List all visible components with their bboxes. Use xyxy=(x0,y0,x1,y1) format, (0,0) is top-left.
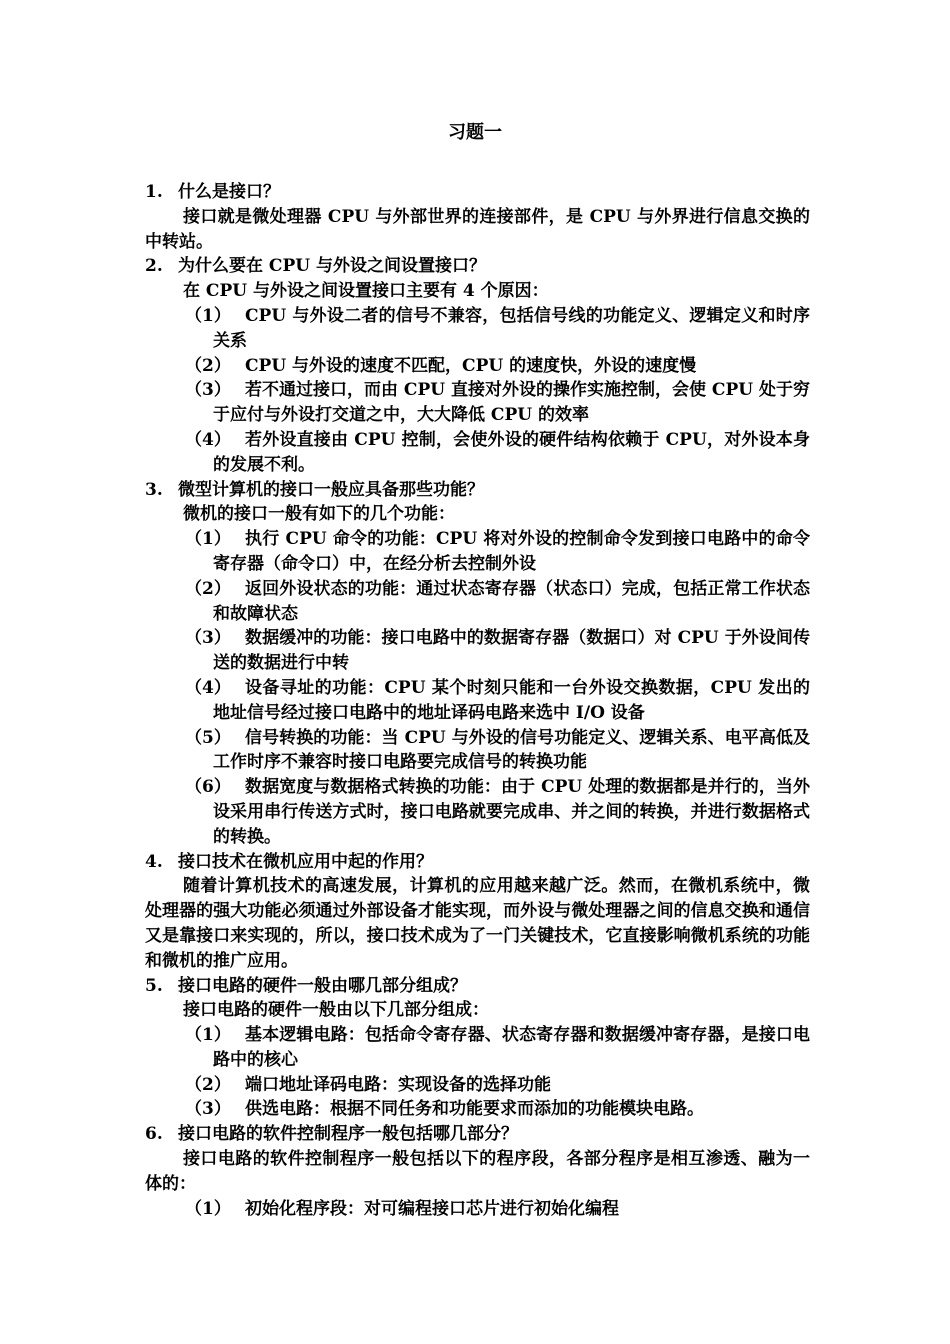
list-item xyxy=(145,775,810,849)
question-3 xyxy=(145,478,810,503)
list-item xyxy=(145,1097,810,1122)
list-item xyxy=(145,577,810,627)
item-number: （2） xyxy=(185,355,231,376)
item-number: （2） xyxy=(185,1074,231,1095)
question-text: 为什么要在 CPU 与外设之间设置接口？ xyxy=(178,256,486,277)
item-text: 初始化程序段：对可编程接口芯片进行初始化编程 xyxy=(245,1198,619,1219)
list-item xyxy=(145,354,810,379)
question-text: 微型计算机的接口一般应具备那些功能？ xyxy=(178,479,484,500)
answer-paragraph: 接口电路的软件控制程序一般包括以下的程序段，各部分程序是相互渗透、融为一体的： xyxy=(145,1149,810,1194)
item-text: CPU 与外设二者的信号不兼容，包括信号线的功能定义、逻辑定义和时序关系 xyxy=(213,305,810,351)
item-number: （3） xyxy=(185,380,231,401)
item-text: 执行 CPU 命令的功能：CPU 将对外设的控制命令发到接口电路中的命令寄存器（命令口）中，在经分析去控制外设 xyxy=(213,529,810,574)
item-text: 返回外设状态的功能：通过状态寄存器（状态口）完成，包括正常工作状态和故障状态 xyxy=(213,578,810,624)
answer-intro: 微机的接口一般有如下的几个功能： xyxy=(183,504,455,525)
question-text: 接口电路的硬件一般由哪几部分组成？ xyxy=(178,975,467,996)
item-number: （3） xyxy=(185,1099,231,1120)
item-number: （1） xyxy=(185,529,231,550)
answer-intro: 接口电路的硬件一般由以下几部分组成： xyxy=(183,1000,489,1021)
item-text: 基本逻辑电路：包括命令寄存器、状态寄存器和数据缓冲寄存器，是接口电路中的核心 xyxy=(213,1025,810,1070)
item-number: （4） xyxy=(185,677,231,698)
page-title: 习题一 xyxy=(448,122,502,143)
item-text: 供选电路：根据不同任务和功能要求而添加的功能模块电路。 xyxy=(245,1099,704,1120)
question-1 xyxy=(145,180,810,205)
list-item xyxy=(145,1023,810,1073)
question-5 xyxy=(145,974,810,999)
question-4 xyxy=(145,850,810,875)
item-text: 设备寻址的功能：CPU 某个时刻只能和一台外设交换数据，CPU 发出的地址信号经过接口电路中的地址译码电路来选中 I/O 设备 xyxy=(213,677,810,723)
item-text: CPU 与外设的速度不匹配，CPU 的速度快，外设的速度慢 xyxy=(245,355,697,376)
item-text: 数据缓冲的功能：接口电路中的数据寄存器（数据口）对 CPU 于外设间传送的数据进行中转 xyxy=(213,628,810,674)
document-body xyxy=(145,180,810,1221)
item-text: 端口地址译码电路：实现设备的选择功能 xyxy=(245,1074,551,1095)
question-number: 6. xyxy=(145,1124,163,1145)
item-number: （6） xyxy=(185,777,231,798)
item-number: （3） xyxy=(185,628,231,649)
list-item xyxy=(145,1073,810,1098)
list-item xyxy=(145,626,810,676)
question-text: 接口电路的软件控制程序一般包括哪几部分？ xyxy=(178,1124,518,1145)
question-number: 2. xyxy=(145,256,163,277)
item-number: （1） xyxy=(185,1198,231,1219)
question-number: 5. xyxy=(145,975,163,996)
question-number: 1. xyxy=(145,182,163,202)
question-number: 3. xyxy=(145,479,163,500)
item-text: 若不通过接口，而由 CPU 直接对外设的操作实施控制，会使 CPU 处于穷于应付与外设打交道之中，大大降低 CPU 的效率 xyxy=(213,380,810,426)
item-text: 数据宽度与数据格式转换的功能：由于 CPU 处理的数据都是并行的，当外设采用串行传送方式时，接口电路就要完成串、并之间的转换，并进行数据格式的转换。 xyxy=(213,777,810,847)
item-number: （1） xyxy=(185,305,231,326)
question-text: 接口技术在微机应用中起的作用？ xyxy=(178,851,433,872)
item-number: （5） xyxy=(185,727,231,748)
item-number: （1） xyxy=(185,1025,231,1046)
question-number: 4. xyxy=(145,851,163,872)
item-text: 信号转换的功能：当 CPU 与外设的信号功能定义、逻辑关系、电平高低及工作时序不兼容时接口电路要完成信号的转换功能 xyxy=(213,727,810,773)
question-6 xyxy=(145,1122,810,1147)
list-item xyxy=(145,428,810,478)
answer-paragraph: 随着计算机技术的高速发展，计算机的应用越来越广泛。然而，在微机系统中，微处理器的强大功能必须通过外部设备才能实现，而外设与微处理器之间的信息交换和通信又是靠接口来实现的，所以，接口技术成为了一门关键技术，它直接影响微机系统的功能和微机的推广应用。 xyxy=(145,876,810,971)
item-number: （2） xyxy=(185,578,231,599)
answer-intro: 在 CPU 与外设之间设置接口主要有 4 个原因： xyxy=(183,281,549,302)
question-2 xyxy=(145,254,810,279)
list-item xyxy=(145,527,810,577)
list-item xyxy=(145,1197,810,1222)
list-item xyxy=(145,726,810,776)
answer-paragraph: 接口就是微处理器 CPU 与外部世界的连接部件，是 CPU 与外界进行信息交换的中转站。 xyxy=(145,206,810,252)
item-text: 若外设直接由 CPU 控制，会使外设的硬件结构依赖于 CPU，对外设本身的发展不利。 xyxy=(213,429,810,475)
list-item xyxy=(145,676,810,726)
question-text: 什么是接口？ xyxy=(178,182,280,202)
list-item xyxy=(145,304,810,354)
item-number: （4） xyxy=(185,429,231,450)
list-item xyxy=(145,378,810,428)
